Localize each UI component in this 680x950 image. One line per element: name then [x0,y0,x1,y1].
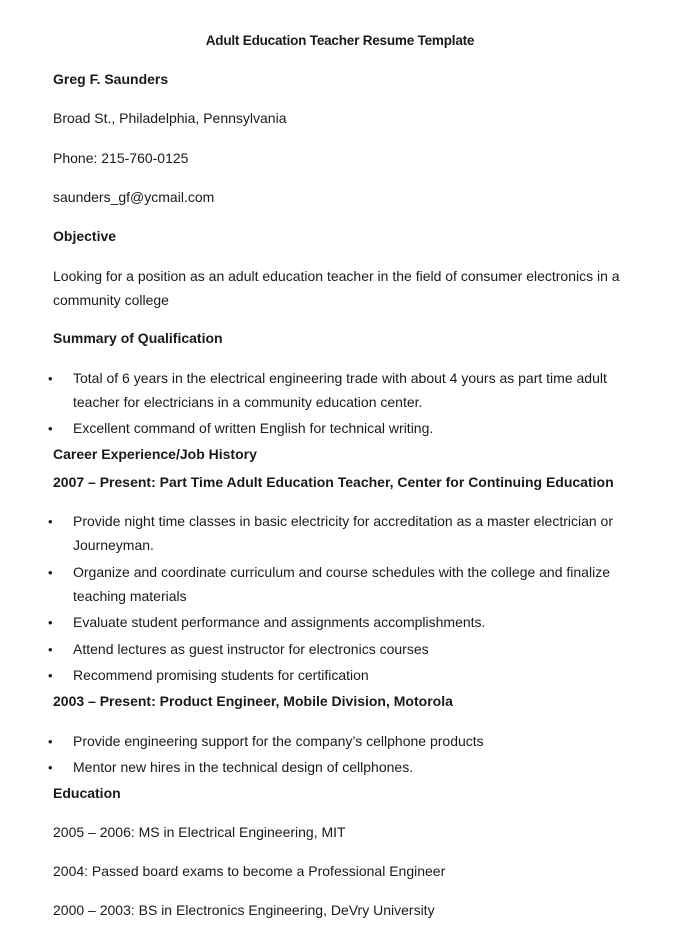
summary-bullet-2: Excellent command of written English for technical writing. [73,420,434,436]
bullet-icon: • [48,565,53,580]
job-1-bullet-5: Recommend promising students for certification [73,667,369,683]
career-heading: Career Experience/Job History [53,446,257,462]
contact-name: Greg F. Saunders [53,71,169,87]
bullet-icon: • [48,734,53,749]
summary-heading: Summary of Qualification [53,330,223,346]
bullet-icon: • [48,371,53,386]
bullet-icon: • [48,615,53,630]
objective-text: Looking for a position as an adult education teacher in the field of consumer electronics in a community college [53,268,620,308]
education-entry-1: 2005 – 2006: MS in Electrical Engineering, MIT [53,824,346,840]
bullet-icon: • [48,642,53,657]
job-1-title: 2007 – Present: Part Time Adult Education Teacher, Center for Continuing Education [53,474,614,490]
job-1-bullet-1: Provide night time classes in basic electricity for accreditation as a master electrician or Journeyman. [73,513,613,553]
bullet-icon: • [48,668,53,683]
education-heading: Education [53,785,121,801]
summary-bullet-1: Total of 6 years in the electrical engineering trade with about 4 yours as part time adult teacher for electricians in a community education center. [73,370,607,410]
education-entry-2: 2004: Passed board exams to become a Professional Engineer [53,863,446,879]
bullet-icon: • [48,760,53,775]
bullet-icon: • [48,514,53,529]
contact-email: saunders_gf@ycmail.com [53,189,215,205]
page-title: Adult Education Teacher Resume Template [205,33,475,48]
job-1-bullet-2: Organize and coordinate curriculum and course schedules with the college and finalize teaching materials [73,564,610,604]
job-2-bullet-2: Mentor new hires in the technical design of cellphones. [73,759,414,775]
job-2-bullet-1: Provide engineering support for the company’s cellphone products [73,733,484,749]
contact-address: Broad St., Philadelphia, Pennsylvania [53,110,287,126]
job-2-title: 2003 – Present: Product Engineer, Mobile Division, Motorola [53,693,453,709]
contact-phone: Phone: 215-760-0125 [53,150,189,166]
education-entry-3: 2000 – 2003: BS in Electronics Engineering, DeVry University [53,902,435,918]
job-1-bullet-4: Attend lectures as guest instructor for electronics courses [73,641,429,657]
bullet-icon: • [48,421,53,436]
objective-heading: Objective [53,228,117,244]
job-1-bullet-3: Evaluate student performance and assignments accomplishments. [73,614,486,630]
